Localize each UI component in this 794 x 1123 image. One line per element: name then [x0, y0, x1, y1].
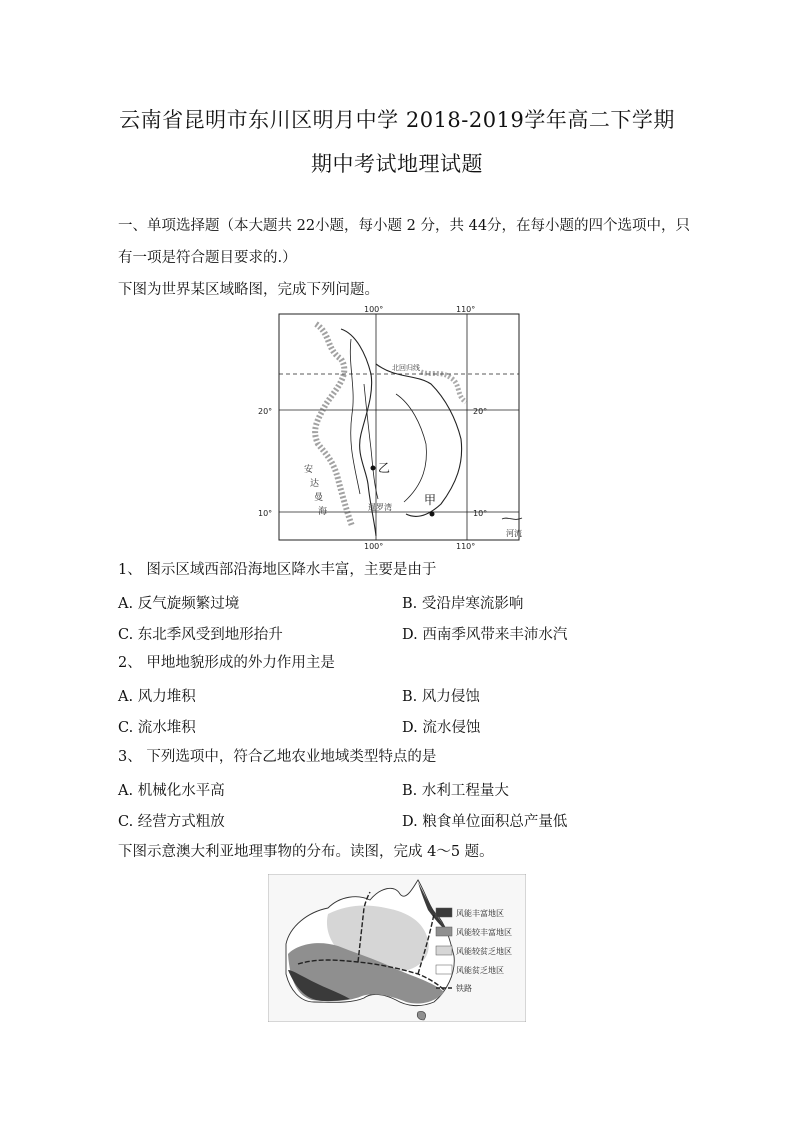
section-heading-cont: 有一项是符合题目要求的.）: [118, 250, 297, 266]
point-jia-label: 甲: [424, 493, 437, 507]
sea-label-1: 安: [304, 465, 314, 475]
legend-label-rich: 风能丰富地区: [456, 909, 504, 918]
gulf-label: 暹罗湾: [368, 503, 392, 512]
lat-label-20: 20°: [258, 407, 273, 416]
q1-option-c[interactable]: C. 东北季风受到地形抬升: [118, 627, 283, 643]
northeast-shading: [421, 372, 466, 402]
q3-option-c[interactable]: C. 经营方式粗放: [118, 814, 225, 830]
sea-label-2: 达: [310, 479, 320, 489]
q2-option-b[interactable]: B. 风力侵蚀: [402, 689, 480, 705]
q2-option-a[interactable]: A. 风力堆积: [118, 689, 196, 705]
australia-wind-map: [268, 874, 526, 1022]
question-3-stem: 3、 下列选项中，符合乙地农业地域类型特点的是: [118, 749, 437, 765]
lat-label-20-right: 20°: [473, 407, 488, 416]
q3-option-b[interactable]: B. 水利工程量大: [402, 783, 509, 799]
lat-label-10: 10°: [258, 509, 273, 518]
legend-swatch-less-poor: [436, 946, 452, 955]
legend-swatch-rich: [436, 908, 452, 917]
point-yi-label: 乙: [378, 461, 391, 475]
legend-label-poor: 风能贫乏地区: [456, 966, 504, 975]
legend-label-less-poor: 风能较贫乏地区: [456, 947, 512, 956]
q1-option-b[interactable]: B. 受沿岸寒流影响: [402, 596, 524, 612]
coastline-east: [376, 364, 462, 516]
q2-option-c[interactable]: C. 流水堆积: [118, 720, 196, 736]
q2-option-d[interactable]: D. 流水侵蚀: [402, 720, 481, 736]
sea-label-4: 海: [318, 507, 328, 517]
q1-option-d[interactable]: D. 西南季风带来丰沛水汽: [402, 627, 568, 643]
lon-label-100: 100°: [364, 305, 384, 314]
q1-option-a[interactable]: A. 反气旋频繁过境: [118, 596, 240, 612]
page-title-line2: 期中考试地理试题: [311, 152, 483, 176]
q3-option-d[interactable]: D. 粮食单位面积总产量低: [402, 814, 568, 830]
lon-label-100-bottom: 100°: [364, 542, 384, 551]
q3-option-a[interactable]: A. 机械化水平高: [118, 783, 225, 799]
page-title-line1: 云南省昆明市东川区明月中学 2018-2019学年高二下学期: [119, 108, 675, 132]
lon-label-110: 110°: [456, 305, 476, 314]
legend-label-medium: 风能较丰富地区: [456, 928, 512, 937]
lat-label-10-right: 10°: [473, 509, 488, 518]
section-heading: 一、单项选择题（本大题共 22小题，每小题 2 分，共 44分，在每小题的四个选项中，只: [118, 218, 691, 234]
southeast-asia-map: [256, 304, 538, 552]
legend-label-railway: 铁路: [456, 984, 472, 993]
point-jia-marker: [430, 512, 435, 517]
river-legend-label: 河流: [506, 529, 522, 538]
lon-label-110-bottom: 110°: [456, 542, 476, 551]
legend-swatch-medium: [436, 927, 452, 936]
question-2-stem: 2、 甲地地貌形成的外力作用主是: [118, 655, 335, 671]
point-yi-marker: [371, 466, 376, 471]
map-frame: [279, 314, 519, 540]
legend-swatch-poor: [436, 965, 452, 974]
tropic-label: 北回归线: [392, 364, 420, 372]
question-1-stem: 1、 图示区域西部沿海地区降水丰富，主要是由于: [118, 562, 437, 578]
intro-map1: 下图为世界某区域略图，完成下列问题。: [118, 282, 379, 298]
sea-label-3: 曼: [314, 493, 324, 503]
intro-map2: 下图示意澳大利亚地理事物的分布。读图，完成 4～5 题。: [118, 844, 494, 860]
river-1: [350, 339, 360, 494]
